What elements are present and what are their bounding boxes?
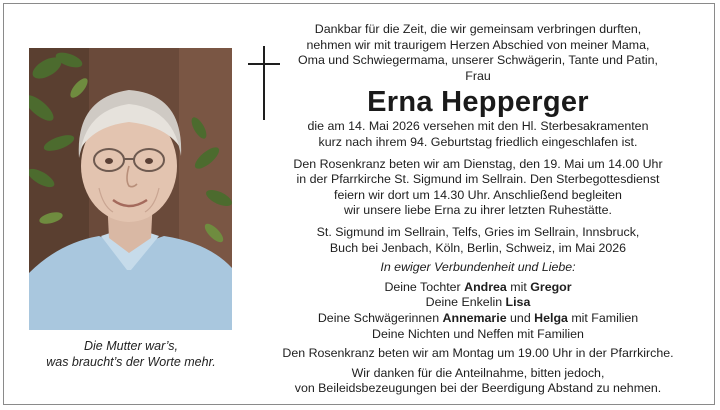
places-line-2: Buch bei Jenbach, Köln, Berlin, Schweiz, im Mai 2026: [329, 240, 627, 255]
obituary-card: [3, 3, 715, 405]
service-line-4: wir unsere liebe Erna zu ihrer letzten Ruhestätte.: [344, 203, 612, 218]
service-line-2: in der Pfarrkirche St. Sigmund im Sellrain. Den Sterbegottesdienst: [296, 172, 660, 187]
son-in-law-name: Gregor: [530, 279, 572, 294]
family-nieces: Deine Nichten und Neffen mit Familien: [372, 326, 584, 341]
caption-line-1: Die Mutter war’s,: [83, 339, 178, 353]
thanks-line-2: von Beileidsbezeugungen bei der Beerdigung Abstand zu nehmen.: [294, 381, 662, 396]
deceased-name: Erna Hepperger: [367, 86, 589, 119]
intro-line-2: nehmen wir mit traurigem Herzen Abschied von meiner Mama,: [306, 37, 650, 52]
family-granddaughter: [270, 295, 686, 311]
daughter-mid: mit: [506, 279, 531, 294]
love-line: In ewiger Verbundenheit und Liebe:: [380, 260, 576, 275]
family-sisters-in-law: [270, 311, 686, 327]
sisters-prefix: Deine Schwägerinnen: [317, 310, 443, 325]
family-daughter: [270, 280, 686, 296]
service-line-3: feiern wir dort um 14.30 Uhr. Anschließend begleiten: [334, 187, 622, 202]
intro-line-1: Dankbar für die Zeit, die wir gemeinsam verbringen durften,: [314, 22, 642, 36]
sisters-post: mit Familien: [567, 310, 639, 325]
obituary-text: [270, 22, 686, 397]
thanks-line-1: Wir danken für die Anteilnahme, bitten jedoch,: [351, 365, 605, 380]
death-line-1: die am 14. Mai 2026 versehen mit den Hl. Sterbesakramenten: [307, 119, 649, 134]
intro-line-4: Frau: [465, 68, 491, 83]
service-line-1: Den Rosenkranz beten wir am Dienstag, den 19. Mai um 14.00 Uhr: [293, 156, 663, 171]
daughter-name: Andrea: [464, 279, 507, 294]
granddaughter-name: Lisa: [505, 295, 531, 310]
sister-in-law-2: Helga: [534, 310, 568, 325]
places-line-1: St. Sigmund im Sellrain, Telfs, Gries im Sellrain, Innsbruck,: [316, 224, 640, 239]
death-line-2: kurz nach ihrem 94. Geburtstag friedlich eingeschlafen ist.: [318, 134, 638, 149]
caption-line-2: was braucht’s der Worte mehr.: [46, 355, 216, 369]
sisters-mid: und: [506, 310, 535, 325]
daughter-prefix: Deine Tochter: [384, 279, 465, 294]
intro-line-3: Oma und Schwiegermama, unserer Schwägerin, Tante und Patin,: [298, 53, 658, 68]
portrait-photo: [29, 48, 232, 330]
sister-in-law-1: Annemarie: [442, 310, 507, 325]
caption: [22, 338, 240, 370]
rosary-monday: Den Rosenkranz beten wir am Montag um 19.00 Uhr in der Pfarrkirche.: [282, 346, 674, 361]
granddaughter-prefix: Deine Enkelin: [425, 295, 506, 310]
